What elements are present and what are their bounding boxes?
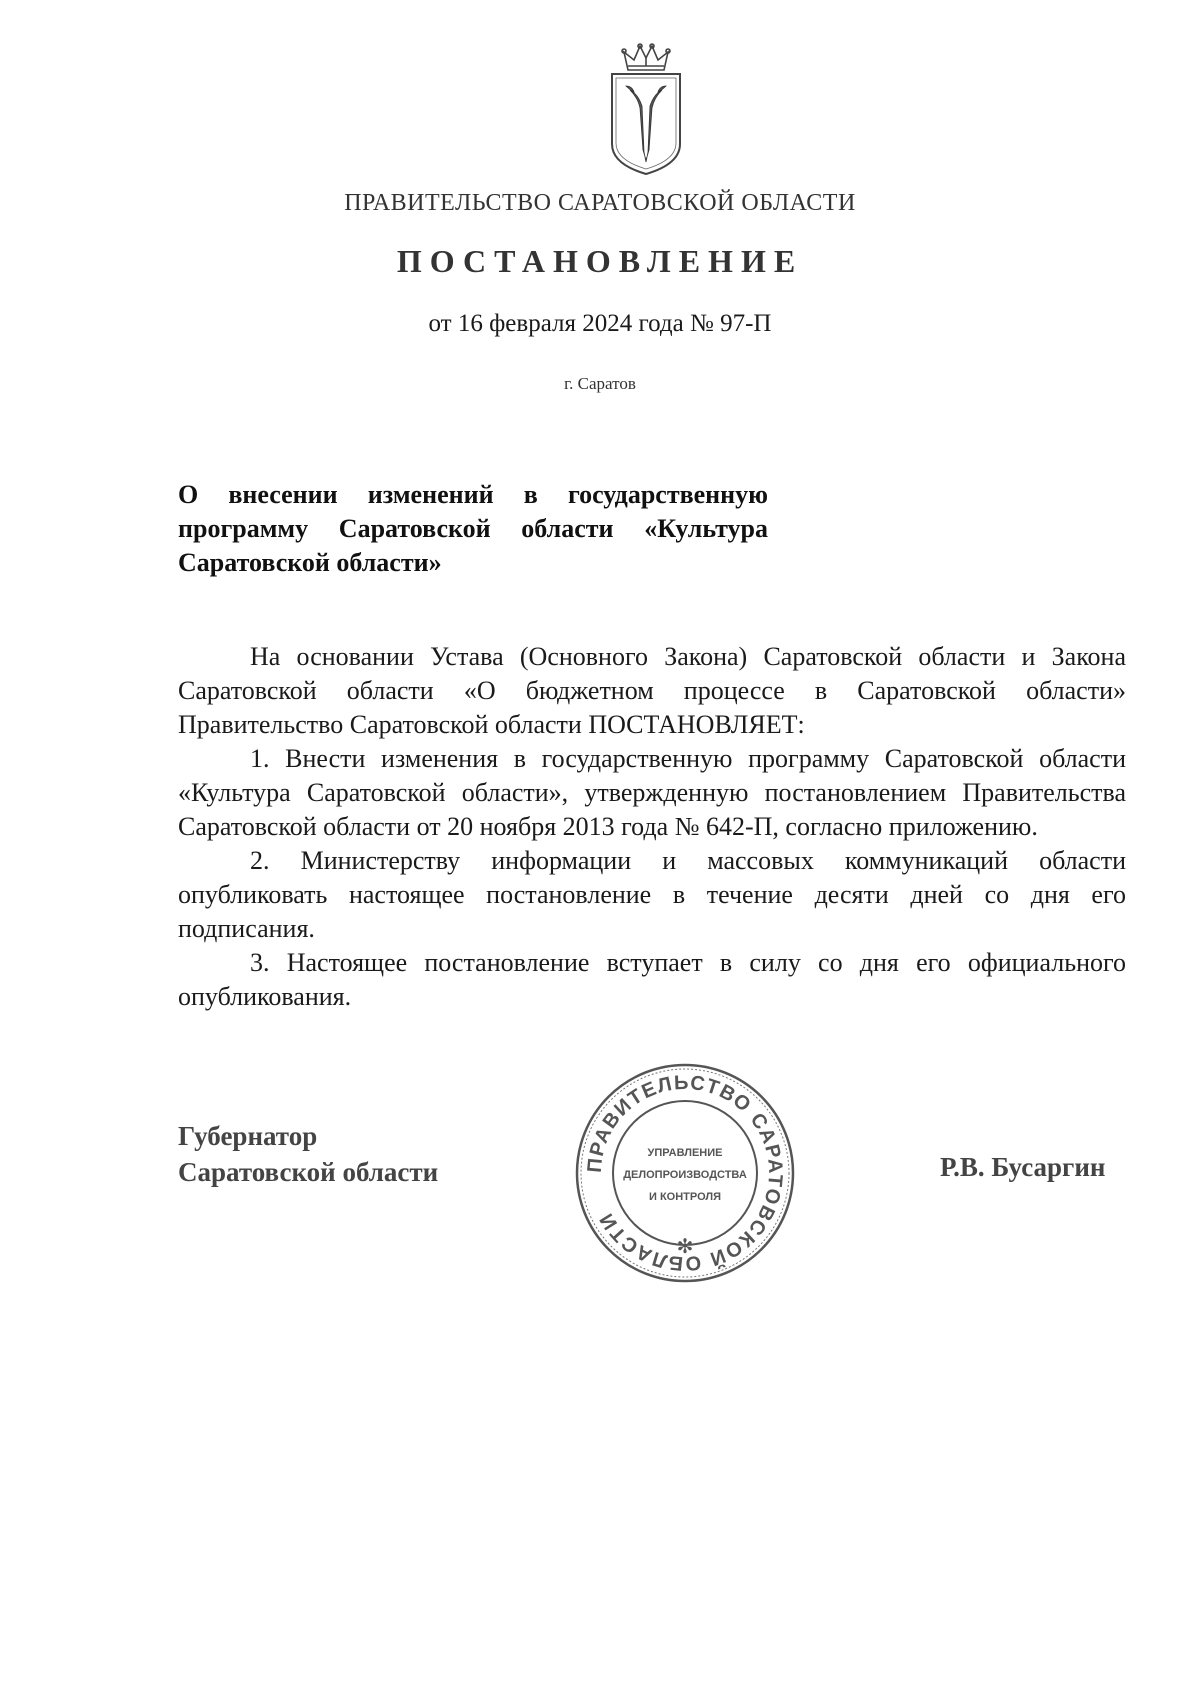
subject-line: О внесении изменений в государственную xyxy=(178,480,768,509)
document-body xyxy=(178,640,1126,1014)
body-paragraph: 3. Настоящее постановление вступает в силу со дня его официального опубликования. xyxy=(178,948,1126,1011)
seal-ring-text: ПРАВИТЕЛЬСТВО САРАТОВСКОЙ ОБЛАСТИ xyxy=(583,1071,787,1275)
seal-inner-line: И КОНТРОЛЯ xyxy=(649,1191,721,1203)
body-paragraph: На основании Устава (Основного Закона) Саратовской области и Закона Саратовской области «О бюджетном процессе в Саратовской области» Правительство Саратовской области ПОСТАНОВЛЯЕТ: xyxy=(178,642,1126,739)
document-date-number: от 16 февраля 2024 года № 97-П xyxy=(428,310,772,337)
subject-line: Саратовской области» xyxy=(178,548,442,577)
document-subject xyxy=(178,478,768,580)
seal-inner-line: УПРАВЛЕНИЕ xyxy=(647,1147,723,1159)
seal-inner-text xyxy=(614,1142,756,1208)
document-city: г. Саратов xyxy=(564,374,636,393)
document-type: ПОСТАНОВЛЕНИЕ xyxy=(396,243,804,279)
government-name: ПРАВИТЕЛЬСТВО САРАТОВСКОЙ ОБЛАСТИ xyxy=(344,190,856,216)
body-paragraph: 1. Внести изменения в государственную программу Саратовской области «Культура Саратовской области», утвержденную постановлением Правительства Саратовской области от 20 ноября 2013 года № 642-П, согласно приложению. xyxy=(178,744,1126,841)
signatory-title xyxy=(178,1118,438,1190)
seal-inner-line: ДЕЛОПРОИЗВОДСТВА xyxy=(623,1169,747,1181)
coat-of-arms-icon xyxy=(608,42,684,177)
signatory-title-line: Саратовской области xyxy=(178,1157,439,1187)
signatory-name: Р.В. Бусаргин xyxy=(940,1152,1106,1182)
signatory-title-line: Губернатор xyxy=(178,1121,318,1151)
body-paragraph: 2. Министерству информации и массовых коммуникаций области опубликовать настоящее постановление в течение десяти дней со дня его подписания. xyxy=(178,846,1126,943)
seal-star-icon: ✻ xyxy=(676,1236,694,1258)
subject-line: программу Саратовской области «Культура xyxy=(178,514,768,543)
